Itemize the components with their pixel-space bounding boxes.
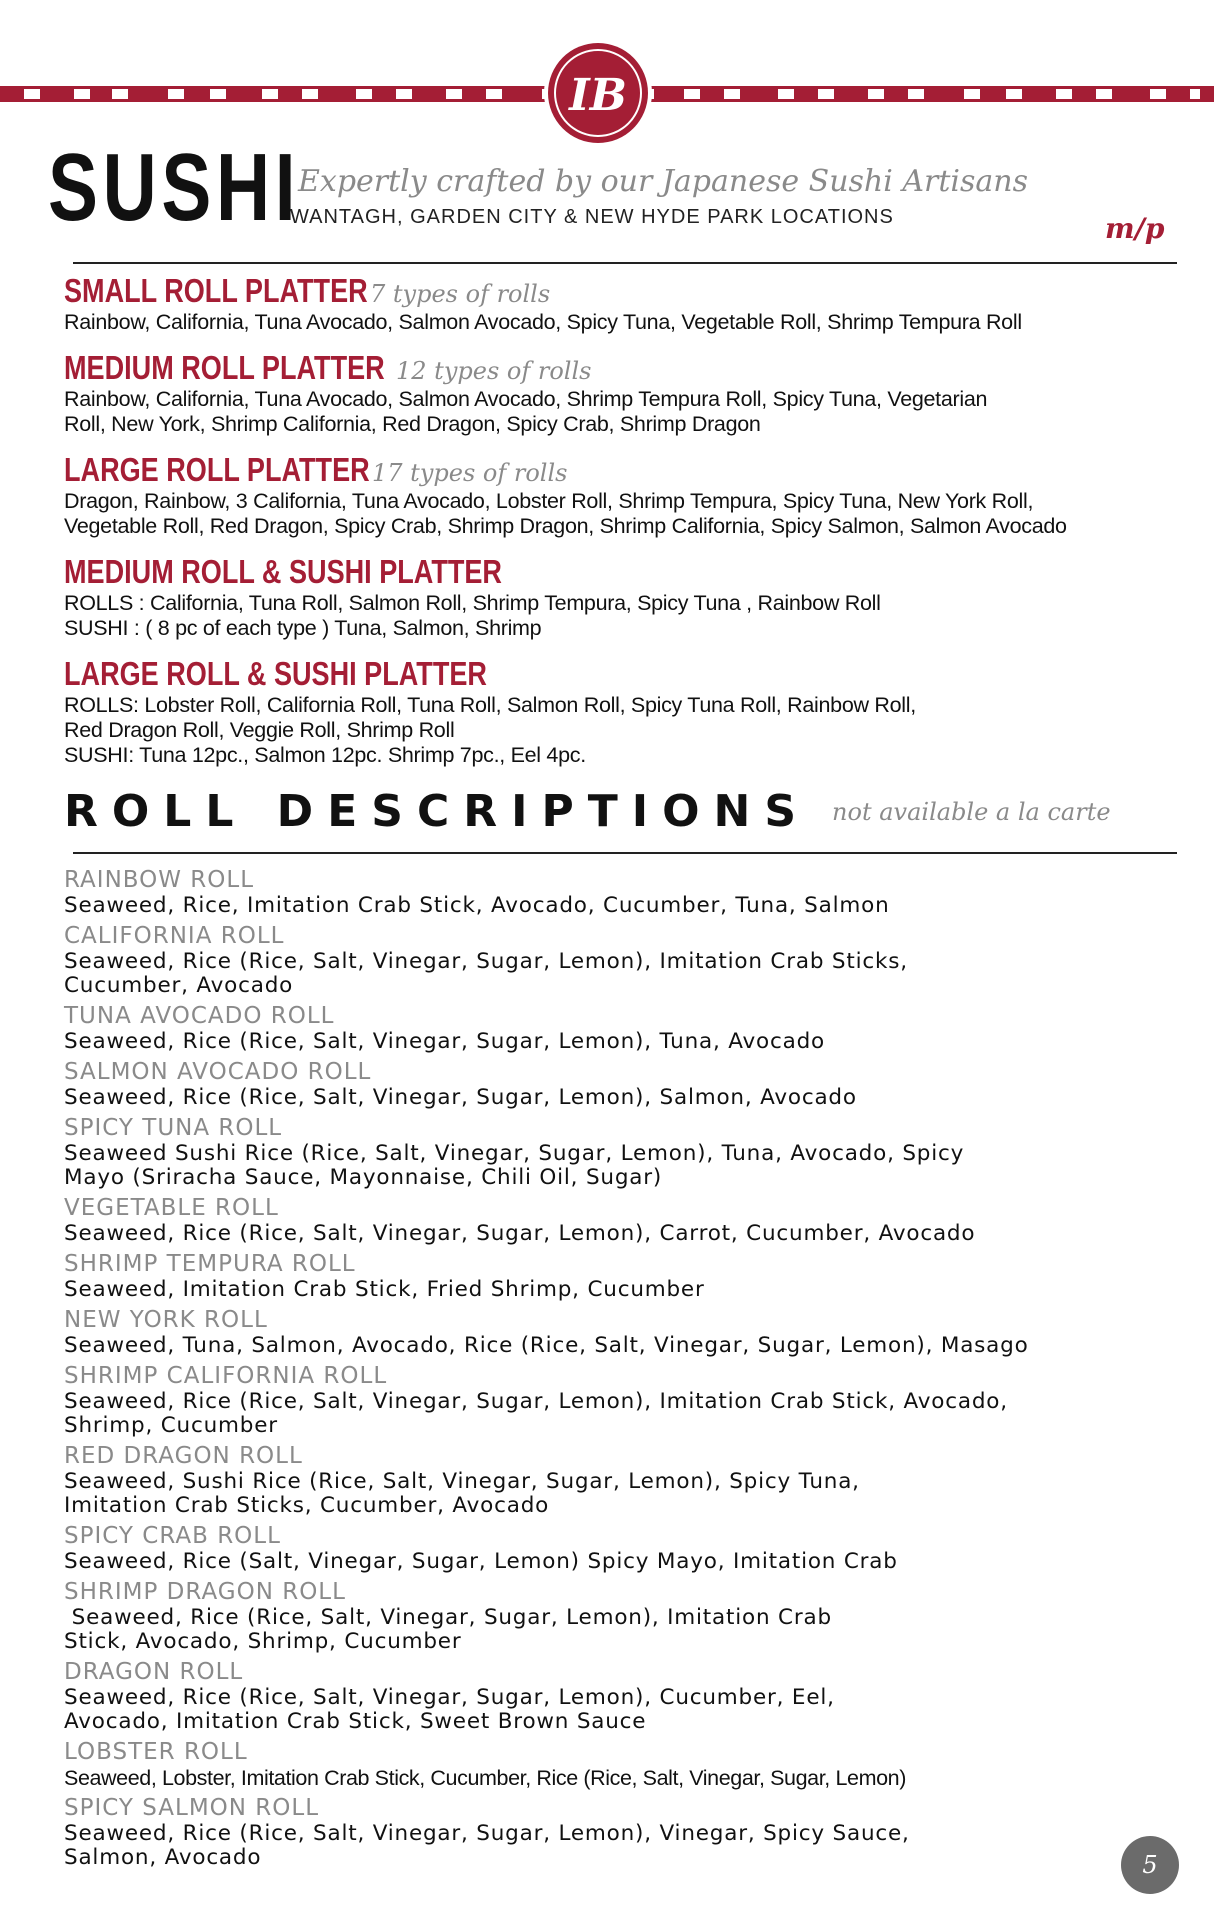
platter-name: MEDIUM ROLL & SUSHI PLATTER [64, 553, 502, 590]
platter-list [64, 272, 1184, 782]
roll-ingredients: Seaweed, Rice (Rice, Salt, Vinegar, Sugar, Lemon), Imitation Crab Stick, Avocado, [64, 1389, 1008, 1414]
platter-line: SUSHI: Tuna 12pc., Salmon 12pc. Shrimp 7pc., Eel 4pc. [64, 743, 586, 767]
roll-ingredients: Seaweed, Tuna, Salmon, Avocado, Rice (Rice, Salt, Vinegar, Sugar, Lemon), Masago [64, 1333, 1029, 1358]
platter-name: LARGE ROLL & SUSHI PLATTER [64, 655, 487, 692]
platter-line: Vegetable Roll, Red Dragon, Spicy Crab, Shrimp Dragon, Shrimp California, Spicy Salmon, Salmon Avocado [64, 514, 1067, 538]
roll-ingredients: Seaweed, Rice (Rice, Salt, Vinegar, Sugar, Lemon), Vinegar, Spicy Sauce, [64, 1821, 910, 1846]
list-item [64, 1794, 1164, 1870]
list-item [64, 1658, 1164, 1734]
platter-line: ROLLS: Lobster Roll, California Roll, Tuna Roll, Salmon Roll, Spicy Tuna Roll, Rainbow Roll, [64, 693, 916, 717]
roll-descriptions-header [64, 786, 1111, 837]
roll-name: SHRIMP TEMPURA ROLL [64, 1251, 356, 1277]
roll-name: DRAGON ROLL [64, 1659, 244, 1685]
roll-ingredients: Seaweed Sushi Rice (Rice, Salt, Vinegar, Sugar, Lemon), Tuna, Avocado, Spicy [64, 1141, 965, 1166]
roll-name: VEGETABLE ROLL [64, 1195, 279, 1221]
roll-ingredients: Shrimp, Cucumber [64, 1413, 278, 1438]
roll-ingredients: Avocado, Imitation Crab Stick, Sweet Brown Sauce [64, 1709, 647, 1734]
list-item [64, 1114, 1164, 1190]
roll-ingredients: Seaweed, Rice (Rice, Salt, Vinegar, Sugar, Lemon), Imitation Crab Sticks, [64, 949, 908, 974]
roll-ingredients: Seaweed, Lobster, Imitation Crab Stick, Cucumber, Rice (Rice, Salt, Vinegar, Sugar, Lemon) [64, 1766, 906, 1790]
section-note: not available a la carte [832, 797, 1111, 826]
roll-ingredients: Stick, Avocado, Shrimp, Cucumber [64, 1629, 462, 1654]
roll-name: SPICY CRAB ROLL [64, 1523, 281, 1549]
roll-name: NEW YORK ROLL [64, 1307, 268, 1333]
list-item [64, 866, 1164, 918]
section-divider [73, 852, 1177, 854]
platter-small-roll [64, 272, 1184, 335]
list-item [64, 1362, 1164, 1438]
platter-note: 7 types of rolls [370, 280, 551, 308]
roll-ingredients: Seaweed, Rice, Imitation Crab Stick, Avocado, Cucumber, Tuna, Salmon [64, 893, 890, 918]
locations-note: WANTAGH, GARDEN CITY & NEW HYDE PARK LOCATIONS [290, 206, 894, 228]
list-item [64, 1250, 1164, 1302]
roll-ingredients: Seaweed, Sushi Rice (Rice, Salt, Vinegar, Sugar, Lemon), Spicy Tuna, [64, 1469, 860, 1494]
platter-line: Rainbow, California, Tuna Avocado, Salmon Avocado, Shrimp Tempura Roll, Spicy Tuna, Vegetarian [64, 387, 988, 411]
section-title: ROLL DESCRIPTIONS [64, 786, 811, 837]
roll-name: CALIFORNIA ROLL [64, 923, 285, 949]
list-item [64, 1442, 1164, 1518]
roll-name: SPICY TUNA ROLL [64, 1115, 283, 1141]
roll-ingredients: Seaweed, Rice (Rice, Salt, Vinegar, Sugar, Lemon), Carrot, Cucumber, Avocado [64, 1221, 976, 1246]
logo-monogram: IB [569, 70, 627, 121]
roll-ingredients: Mayo (Sriracha Sauce, Mayonnaise, Chili Oil, Sugar) [64, 1165, 663, 1190]
roll-ingredients: Seaweed, Rice (Rice, Salt, Vinegar, Sugar, Lemon), Cucumber, Eel, [64, 1685, 835, 1710]
roll-name: SHRIMP DRAGON ROLL [64, 1579, 346, 1605]
list-item [64, 922, 1164, 998]
page-number: 5 [1121, 1836, 1179, 1894]
platter-large-roll-sushi [64, 655, 1184, 768]
roll-name: SALMON AVOCADO ROLL [64, 1059, 372, 1085]
platter-medium-roll-sushi [64, 553, 1184, 641]
roll-description-list [64, 866, 1164, 1874]
roll-ingredients: Seaweed, Rice (Rice, Salt, Vinegar, Sugar, Lemon), Tuna, Avocado [64, 1029, 826, 1054]
roll-ingredients: Imitation Crab Sticks, Cucumber, Avocado [64, 1493, 550, 1518]
platter-line: Red Dragon Roll, Veggie Roll, Shrimp Roll [64, 718, 455, 742]
roll-name: RAINBOW ROLL [64, 867, 255, 893]
roll-ingredients: Cucumber, Avocado [64, 973, 294, 998]
platter-name: MEDIUM ROLL PLATTER [64, 349, 385, 386]
roll-name: SPICY SALMON ROLL [64, 1795, 320, 1821]
roll-name: SHRIMP CALIFORNIA ROLL [64, 1363, 388, 1389]
page-title: SUSHI [48, 134, 301, 241]
ib-logo [543, 38, 653, 148]
platter-name: SMALL ROLL PLATTER [64, 272, 368, 309]
platter-line: Rainbow, California, Tuna Avocado, Salmon Avocado, Spicy Tuna, Vegetable Roll, Shrimp Tempura Roll [64, 310, 1022, 334]
platter-name: LARGE ROLL PLATTER [64, 451, 370, 488]
platter-line: ROLLS : California, Tuna Roll, Salmon Roll, Shrimp Tempura, Spicy Tuna , Rainbow Roll [64, 591, 881, 615]
list-item [64, 1738, 1164, 1790]
tagline: Expertly crafted by our Japanese Sushi Artisans [298, 164, 1029, 199]
roll-ingredients: Salmon, Avocado [64, 1845, 262, 1870]
market-price: m/p [1105, 212, 1165, 245]
platter-line: Dragon, Rainbow, 3 California, Tuna Avocado, Lobster Roll, Shrimp Tempura, Spicy Tuna, New York Roll, [64, 489, 1034, 513]
platter-medium-roll [64, 349, 1184, 437]
list-item [64, 1058, 1164, 1110]
roll-name: RED DRAGON ROLL [64, 1443, 303, 1469]
platter-note: 12 types of rolls [396, 357, 592, 385]
list-item [64, 1522, 1164, 1574]
roll-ingredients: Seaweed, Rice (Rice, Salt, Vinegar, Sugar, Lemon), Salmon, Avocado [64, 1085, 857, 1110]
roll-ingredients: Seaweed, Rice (Rice, Salt, Vinegar, Sugar, Lemon), Imitation Crab [64, 1605, 832, 1630]
platter-note: 17 types of rolls [372, 459, 568, 487]
roll-name: LOBSTER ROLL [64, 1739, 248, 1765]
list-item [64, 1002, 1164, 1054]
list-item [64, 1194, 1164, 1246]
roll-name: TUNA AVOCADO ROLL [64, 1003, 335, 1029]
platter-large-roll [64, 451, 1184, 539]
section-divider [73, 262, 1177, 264]
roll-ingredients: Seaweed, Imitation Crab Stick, Fried Shrimp, Cucumber [64, 1277, 705, 1302]
platter-line: SUSHI : ( 8 pc of each type ) Tuna, Salmon, Shrimp [64, 616, 542, 640]
list-item [64, 1578, 1164, 1654]
platter-line: Roll, New York, Shrimp California, Red Dragon, Spicy Crab, Shrimp Dragon [64, 412, 761, 436]
roll-ingredients: Seaweed, Rice (Salt, Vinegar, Sugar, Lemon) Spicy Mayo, Imitation Crab [64, 1549, 898, 1574]
list-item [64, 1306, 1164, 1358]
